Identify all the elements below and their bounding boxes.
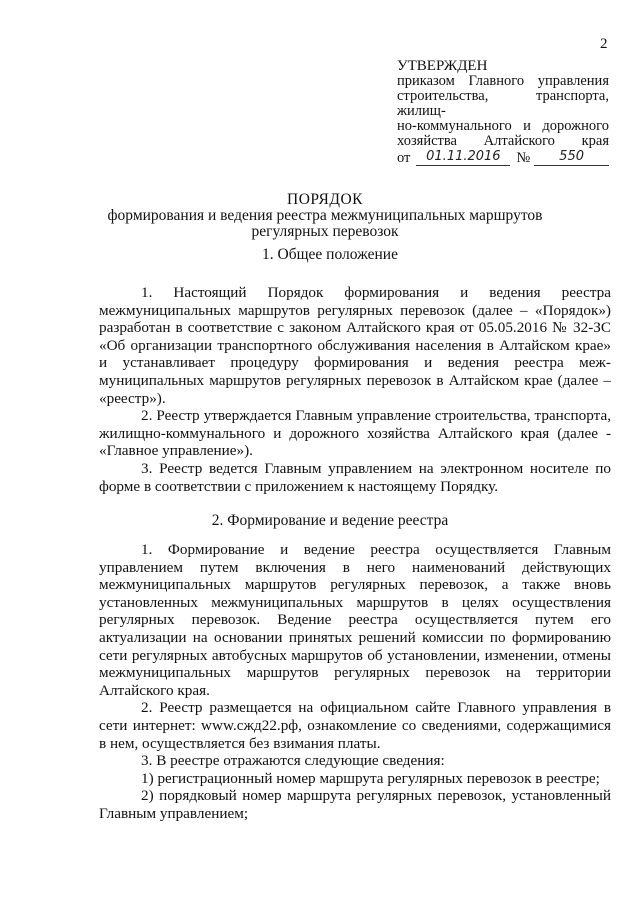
approval-line: но-коммунального и дорожного xyxy=(397,118,609,134)
approval-line: приказом Главного управления xyxy=(397,73,609,89)
title-main: ПОРЯДОК xyxy=(287,191,363,208)
handwritten-date: 01.11.2016 xyxy=(416,150,510,166)
title-line: формирования и ведения реестра межмуниципальных маршрутов xyxy=(107,207,543,224)
paragraph: 3. Реестр ведется Главным управлением на электронном носителе по форме в соответствии с приложением к настоящему Порядку. xyxy=(99,459,611,495)
paragraph: 3. В реестре отражаются следующие сведения: xyxy=(141,752,445,770)
section-2-body xyxy=(99,541,611,823)
paragraph: 2. Реестр размещается на официальном сайте Главного управления в сети интернет: www.сжд22.рф, ознакомление со сведениями, содержащимися в нем, осуществляется без взимания платы. xyxy=(99,699,611,752)
paragraph: 2. Реестр утверждается Главным управление строительства, транспорта, жилищно-коммунального и дорожного хозяйства Алтайского края (далее - «Главное управление»). xyxy=(99,407,611,460)
approval-stamp xyxy=(397,58,609,166)
approval-heading: УТВЕРЖДЕН xyxy=(397,58,488,74)
section-1-body xyxy=(99,284,611,495)
section-heading-2: 2. Формирование и ведение реестра xyxy=(211,512,449,529)
handwritten-number: 550 xyxy=(534,150,609,166)
approval-line: хозяйства Алтайского края xyxy=(397,133,609,149)
document-title xyxy=(90,192,560,240)
number-label: № xyxy=(516,150,531,166)
approval-signature-line xyxy=(397,150,609,166)
paragraph: 1) регистрационный номер маршрута регулярных перевозок в реестре; xyxy=(141,769,600,787)
from-label: от xyxy=(397,150,411,166)
paragraph: 2) порядковый номер маршрута регулярных перевозок, установленный Главным управлением; xyxy=(99,787,611,822)
paragraph: 1. Формирование и ведение реестра осуществляется Главным управлением путем включения в него наименований действующих межмуниципальных маршрутов регулярных перевозок, а также вновь установленных межмуниципальных маршрутов в целях осуществления регулярных перевозок. Ведение реестра осуществляется путем его актуализации на основании принятых решений комиссии по формированию сети регулярных автобусных маршрутов об установлении, изменении, отмены межмуниципальных маршрутов регулярных перевозок на территории Алтайского края. xyxy=(99,541,611,699)
section-heading-1: 1. Общее положение xyxy=(262,246,398,263)
approval-line: строительства, транспорта, жилищ- xyxy=(397,88,609,119)
paragraph: 1. Настоящий Порядок формирования и ведения реестра межмуниципальных маршрутов регулярных перевозок (далее – «Порядок») разработан в соответствие с законом Алтайского края от 05.05.2016 № 32-ЗС «Об организации транспортного обслуживания населения в Алтайском крае» и устанавливает процедуру формирования и ведения реестра меж-муниципальных маршрутов регулярных перевозок в Алтайском крае (далее – «реестр»). xyxy=(99,284,611,407)
title-line: регулярных перевозок xyxy=(251,223,399,240)
page-number: 2 xyxy=(600,36,608,52)
